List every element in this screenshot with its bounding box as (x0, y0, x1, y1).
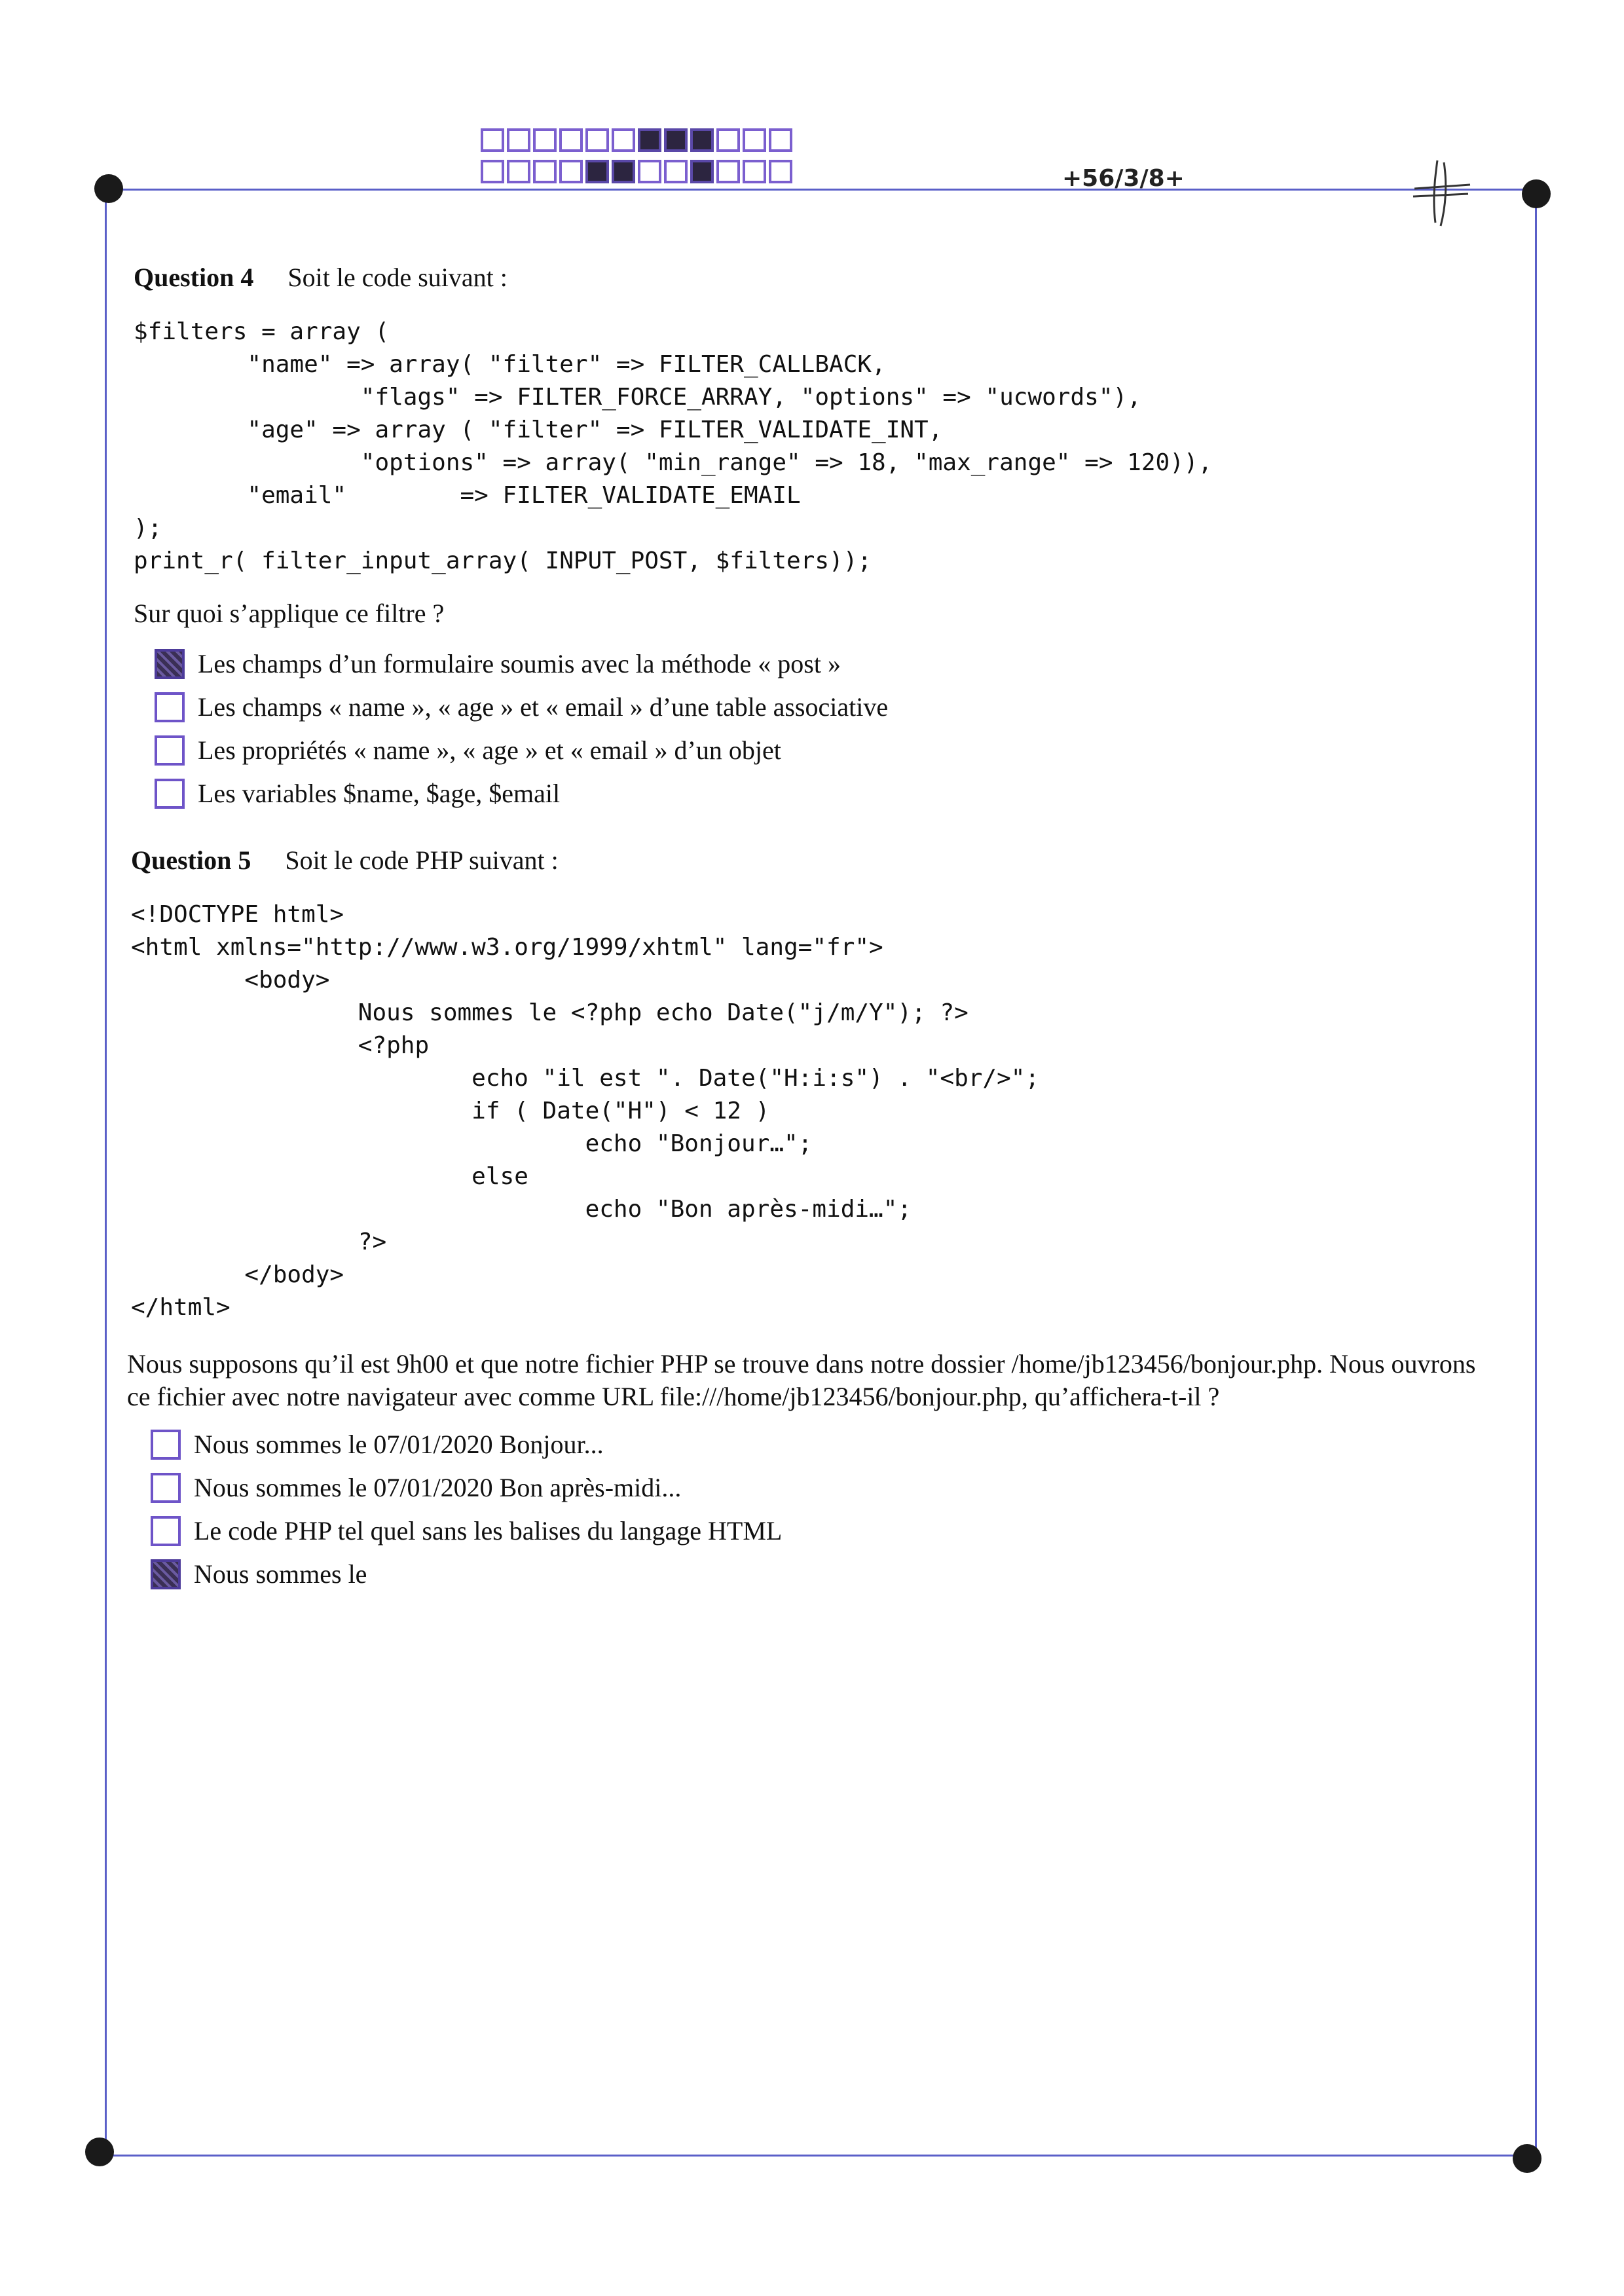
choice-label: Les champs d’un formulaire soumis avec la méthode « post » (198, 649, 841, 678)
id-grid-cell (533, 160, 557, 183)
choice-label: Les champs « name », « age » et « email » d’une table associative (198, 692, 889, 722)
q5-choice-3[interactable] (151, 1515, 782, 1546)
id-grid-cell (769, 128, 792, 152)
q5-choice-3-checkbox[interactable] (151, 1516, 181, 1546)
question-5-prompt-line-2: ce fichier avec notre navigateur avec comme URL file:///home/jb123456/bonjour.php, qu’affichera-t-il ? (127, 1382, 1220, 1411)
q4-choice-1[interactable] (155, 648, 841, 679)
question-intro: Soit le code PHP suivant : (285, 845, 559, 875)
student-id-grid-row-1 (481, 128, 795, 152)
handwritten-mark-icon (1408, 157, 1473, 229)
id-grid-cell (664, 128, 688, 152)
id-grid-cell (690, 160, 714, 183)
q5-choice-4[interactable] (151, 1559, 367, 1589)
frame-right-border (1535, 194, 1537, 2152)
question-number: Question 5 (131, 845, 251, 875)
frame-top-border (110, 189, 1539, 191)
id-grid-cell (769, 160, 792, 183)
frame-left-border (105, 191, 107, 2151)
corner-marker-top-left (94, 174, 123, 203)
id-grid-cell (533, 128, 557, 152)
q5-choice-4-checkbox[interactable] (151, 1559, 181, 1589)
id-grid-cell (716, 128, 740, 152)
code-block-filters: $filters = array ( "name" => array( "filter" => FILTER_CALLBACK, "flags" => FILTER_FORCE_ARRAY, "options" => "ucwords"), "age" => array ( "filter" => FILTER_VALIDATE_INT, "options" => array( "min_range" => 18, "max_range" => 120)), "email" => FILTER_VALIDATE_EMAIL ); print_r( filter_input_array( INPUT_POST, $filters)); (134, 318, 1213, 574)
q4-choice-4-checkbox[interactable] (155, 779, 185, 809)
question-5-heading (131, 845, 559, 876)
id-grid-cell (585, 128, 609, 152)
id-grid-cell (638, 128, 661, 152)
choice-label: Nous sommes le 07/01/2020 Bonjour... (194, 1430, 604, 1459)
question-intro: Soit le code suivant : (287, 263, 507, 292)
id-grid-cell (559, 128, 583, 152)
q4-choice-2[interactable] (155, 692, 888, 722)
q4-choice-2-checkbox[interactable] (155, 692, 185, 722)
q4-choice-4[interactable] (155, 778, 560, 809)
corner-marker-top-right (1522, 179, 1551, 208)
question-number: Question 4 (134, 263, 254, 292)
question-5-prompt (127, 1348, 1528, 1413)
q5-choice-1[interactable] (151, 1429, 604, 1460)
choice-label: Nous sommes le (194, 1559, 367, 1589)
id-grid-cell (481, 128, 504, 152)
question-4-prompt: Sur quoi s’applique ce filtre ? (134, 599, 445, 628)
choice-label: Les propriétés « name », « age » et « email » d’un objet (198, 735, 781, 765)
id-grid-cell (507, 128, 530, 152)
id-grid-cell (664, 160, 688, 183)
q4-choice-3-checkbox[interactable] (155, 735, 185, 766)
choice-label: Le code PHP tel quel sans les balises du langage HTML (194, 1516, 783, 1546)
id-grid-cell (585, 160, 609, 183)
id-grid-cell (638, 160, 661, 183)
q5-choice-1-checkbox[interactable] (151, 1430, 181, 1460)
id-grid-cell (690, 128, 714, 152)
q4-choice-1-checkbox[interactable] (155, 649, 185, 679)
question-5-prompt-line-1: Nous supposons qu’il est 9h00 et que notre fichier PHP se trouve dans notre dossier /home/jb123456/bonjour.php. Nous ouvrons (127, 1349, 1476, 1379)
id-grid-cell (743, 160, 766, 183)
id-grid-cell (612, 128, 635, 152)
id-grid-cell (507, 160, 530, 183)
q5-choice-2[interactable] (151, 1472, 681, 1503)
id-grid-cell (559, 160, 583, 183)
q4-choice-3[interactable] (155, 735, 781, 766)
frame-bottom-border (101, 2155, 1528, 2157)
corner-marker-bottom-right (1513, 2144, 1541, 2173)
choice-label: Nous sommes le 07/01/2020 Bon après-midi... (194, 1473, 682, 1502)
choice-label: Les variables $name, $age, $email (198, 779, 561, 808)
page-identifier: +56/3/8+ (1062, 165, 1185, 192)
corner-marker-bottom-left (85, 2138, 114, 2166)
id-grid-cell (481, 160, 504, 183)
q5-choice-2-checkbox[interactable] (151, 1473, 181, 1503)
id-grid-cell (743, 128, 766, 152)
question-4-heading (134, 262, 507, 293)
student-id-grid-row-2 (481, 160, 795, 183)
id-grid-cell (716, 160, 740, 183)
id-grid-cell (612, 160, 635, 183)
code-block-php: <!DOCTYPE html> <html xmlns="http://www.w3.org/1999/xhtml" lang="fr"> <body> Nous sommes le <?php echo Date("j/m/Y"); ?> <?php echo "il est ". Date("H:i:s") . "<br/>"; if ( Date("H") < 12 ) echo "Bonjour…"; else echo "Bon après-midi…"; ?> </body> </html> (131, 901, 1040, 1321)
